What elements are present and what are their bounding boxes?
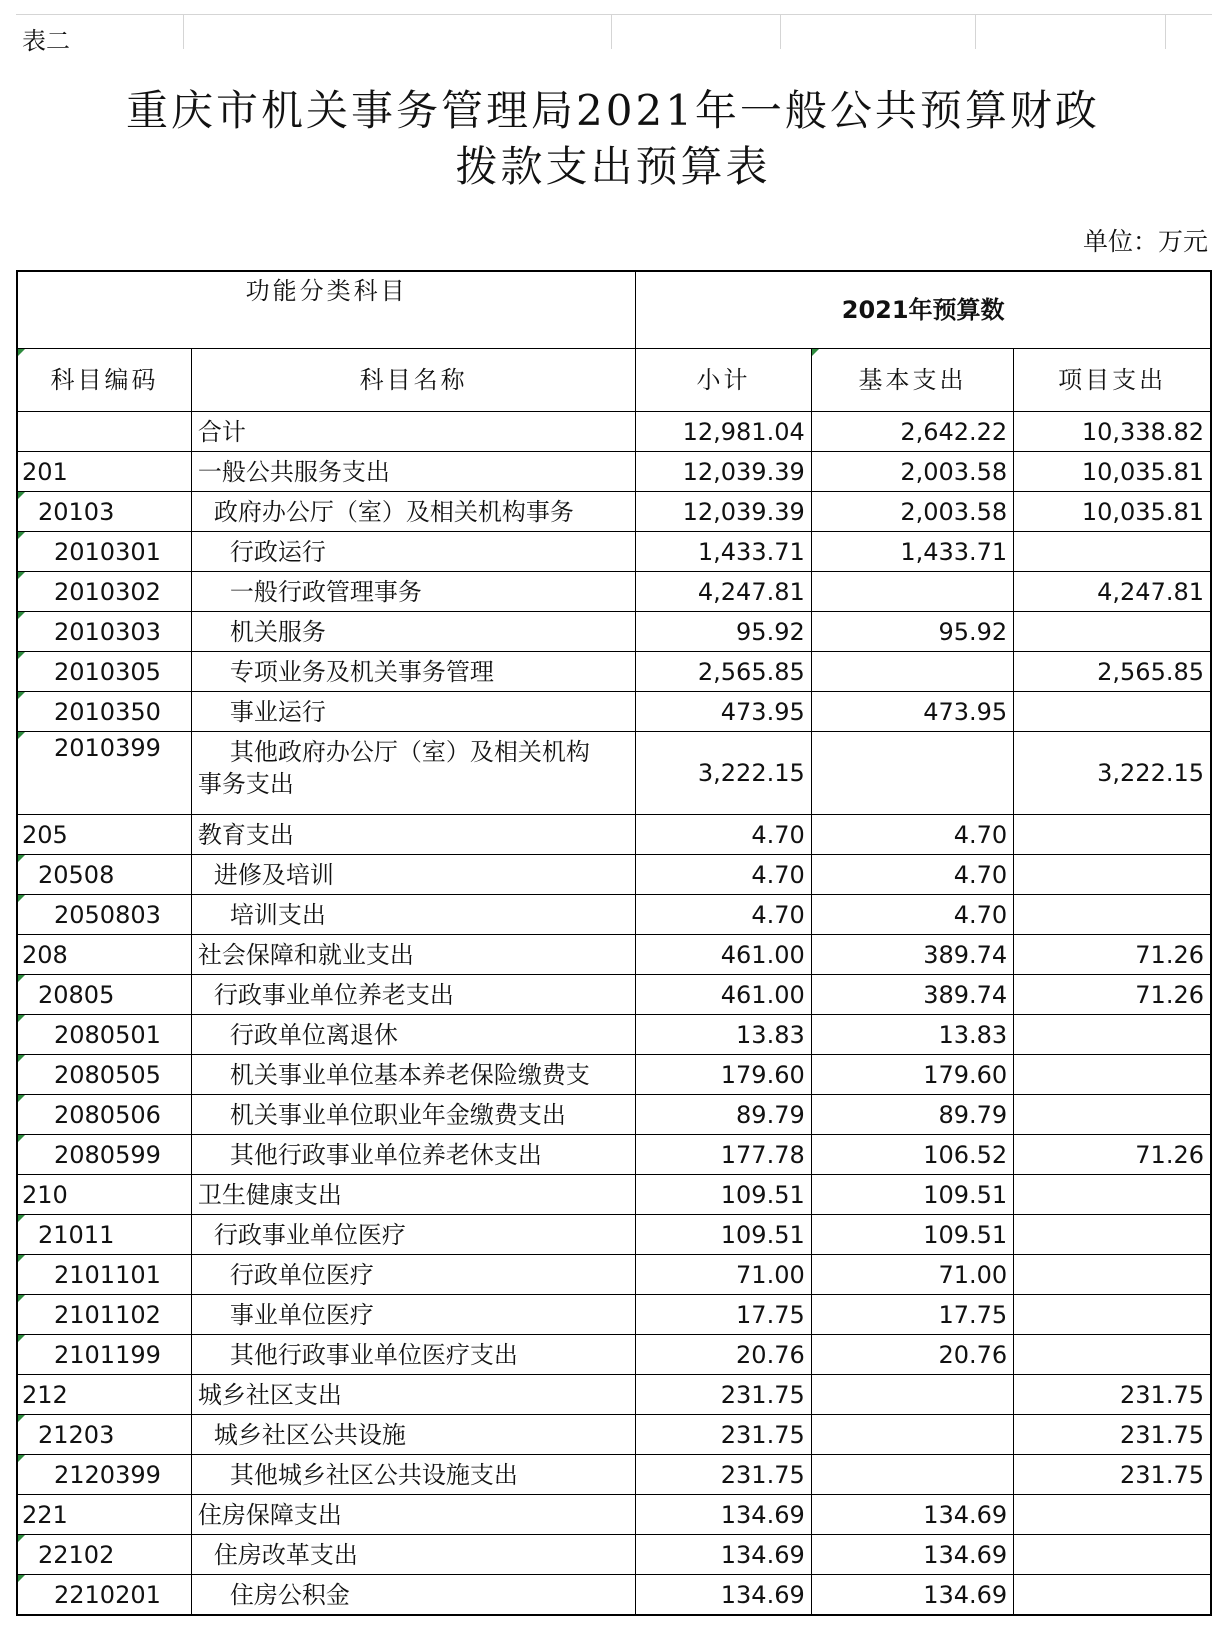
cell-subtotal: 95.92 bbox=[636, 612, 811, 652]
cell-code: 212 bbox=[17, 1375, 191, 1415]
cell-name-line1: 其他政府办公厅（室）及相关机构 bbox=[229, 738, 590, 766]
cell-name: 培训支出 bbox=[191, 895, 635, 935]
cell-subtotal: 231.75 bbox=[636, 1455, 811, 1495]
header-subtotal: 小计 bbox=[636, 349, 811, 412]
cell-code: 20508 bbox=[17, 855, 191, 895]
cell-project bbox=[1014, 895, 1211, 935]
cell-project bbox=[1014, 1175, 1211, 1215]
cell-basic: 13.83 bbox=[811, 1015, 1013, 1055]
cell-code: 2050803 bbox=[17, 895, 191, 935]
cell-name: 城乡社区公共设施 bbox=[191, 1415, 635, 1455]
sheet-top-strip bbox=[16, 14, 1212, 55]
cell-code: 2010399 bbox=[17, 732, 191, 815]
cell-name bbox=[191, 732, 635, 815]
table-row bbox=[17, 692, 1211, 732]
cell-code: 20103 bbox=[17, 492, 191, 532]
table-row bbox=[17, 1375, 1211, 1415]
header-row-2 bbox=[17, 349, 1211, 412]
cell-basic: 4.70 bbox=[811, 815, 1013, 855]
cell-name: 行政事业单位医疗 bbox=[191, 1215, 635, 1255]
cell-name: 进修及培训 bbox=[191, 855, 635, 895]
cell-basic: 389.74 bbox=[811, 975, 1013, 1015]
table-row bbox=[17, 855, 1211, 895]
cell-subtotal: 13.83 bbox=[636, 1015, 811, 1055]
cell-name: 其他城乡社区公共设施支出 bbox=[191, 1455, 635, 1495]
cell-project bbox=[1014, 1335, 1211, 1375]
cell-basic: 106.52 bbox=[811, 1135, 1013, 1175]
cell-project: 10,035.81 bbox=[1014, 452, 1211, 492]
header-basic: 基本支出 bbox=[811, 349, 1013, 412]
cell-code: 208 bbox=[17, 935, 191, 975]
cell-name: 住房保障支出 bbox=[191, 1495, 635, 1535]
table-row bbox=[17, 532, 1211, 572]
cell-subtotal: 20.76 bbox=[636, 1335, 811, 1375]
cell-project: 231.75 bbox=[1014, 1455, 1211, 1495]
cell-name: 行政单位离退休 bbox=[191, 1015, 635, 1055]
cell-name: 一般行政管理事务 bbox=[191, 572, 635, 612]
cell-name: 城乡社区支出 bbox=[191, 1375, 635, 1415]
page-title-line2: 拨款支出预算表 bbox=[455, 142, 771, 191]
cell-subtotal: 134.69 bbox=[636, 1535, 811, 1575]
cell-subtotal: 134.69 bbox=[636, 1495, 811, 1535]
cell-name: 行政运行 bbox=[191, 532, 635, 572]
table-row bbox=[17, 492, 1211, 532]
cell-subtotal: 2,565.85 bbox=[636, 652, 811, 692]
cell-basic: 134.69 bbox=[811, 1535, 1013, 1575]
cell-project bbox=[1014, 855, 1211, 895]
table-row bbox=[17, 1295, 1211, 1335]
cell-subtotal: 4,247.81 bbox=[636, 572, 811, 612]
cell-code: 2010302 bbox=[17, 572, 191, 612]
cell-basic: 95.92 bbox=[811, 612, 1013, 652]
cell-name: 政府办公厅（室）及相关机构事务 bbox=[191, 492, 635, 532]
cell-basic: 389.74 bbox=[811, 935, 1013, 975]
sheet-label: 表二 bbox=[22, 27, 70, 55]
cell-name: 住房公积金 bbox=[191, 1575, 635, 1616]
table-row bbox=[17, 975, 1211, 1015]
table-row bbox=[17, 815, 1211, 855]
table-row bbox=[17, 1415, 1211, 1455]
cell-code: 20805 bbox=[17, 975, 191, 1015]
cell-basic bbox=[811, 652, 1013, 692]
cell-project bbox=[1014, 1575, 1211, 1616]
cell-name: 行政单位医疗 bbox=[191, 1255, 635, 1295]
cell-basic: 71.00 bbox=[811, 1255, 1013, 1295]
cell-name: 一般公共服务支出 bbox=[191, 452, 635, 492]
cell-basic: 134.69 bbox=[811, 1575, 1013, 1616]
cell-subtotal: 4.70 bbox=[636, 895, 811, 935]
cell-project bbox=[1014, 692, 1211, 732]
cell-code: 2010305 bbox=[17, 652, 191, 692]
strip-divider bbox=[975, 15, 976, 49]
cell-name: 事业运行 bbox=[191, 692, 635, 732]
cell-name: 住房改革支出 bbox=[191, 1535, 635, 1575]
cell-name: 卫生健康支出 bbox=[191, 1175, 635, 1215]
cell-subtotal: 71.00 bbox=[636, 1255, 811, 1295]
cell-project: 10,035.81 bbox=[1014, 492, 1211, 532]
cell-subtotal: 134.69 bbox=[636, 1575, 811, 1616]
cell-name-line2: 事务支出 bbox=[197, 770, 294, 798]
cell-name: 合计 bbox=[191, 412, 635, 452]
cell-basic: 109.51 bbox=[811, 1215, 1013, 1255]
cell-project: 4,247.81 bbox=[1014, 572, 1211, 612]
cell-basic bbox=[811, 1415, 1013, 1455]
table-row bbox=[17, 572, 1211, 612]
header-name: 科目名称 bbox=[191, 349, 635, 412]
cell-project bbox=[1014, 1295, 1211, 1335]
cell-project bbox=[1014, 1055, 1211, 1095]
cell-basic: 2,003.58 bbox=[811, 492, 1013, 532]
cell-subtotal: 3,222.15 bbox=[636, 732, 811, 815]
strip-divider bbox=[780, 15, 781, 49]
cell-basic: 109.51 bbox=[811, 1175, 1013, 1215]
table-row bbox=[17, 1055, 1211, 1095]
cell-name: 其他行政事业单位养老休支出 bbox=[191, 1135, 635, 1175]
cell-project bbox=[1014, 815, 1211, 855]
cell-code: 2101101 bbox=[17, 1255, 191, 1295]
table-row bbox=[17, 1255, 1211, 1295]
cell-code: 2080599 bbox=[17, 1135, 191, 1175]
table-row bbox=[17, 1495, 1211, 1535]
cell-code bbox=[17, 412, 191, 452]
strip-divider bbox=[183, 15, 184, 49]
table-row bbox=[17, 1135, 1211, 1175]
cell-basic bbox=[811, 732, 1013, 815]
cell-code: 201 bbox=[17, 452, 191, 492]
cell-basic: 2,642.22 bbox=[811, 412, 1013, 452]
cell-name: 其他行政事业单位医疗支出 bbox=[191, 1335, 635, 1375]
table-row bbox=[17, 1535, 1211, 1575]
cell-subtotal: 109.51 bbox=[636, 1175, 811, 1215]
cell-code: 2010301 bbox=[17, 532, 191, 572]
cell-code: 21203 bbox=[17, 1415, 191, 1455]
cell-project bbox=[1014, 1255, 1211, 1295]
cell-code: 2080506 bbox=[17, 1095, 191, 1135]
table-row bbox=[17, 1455, 1211, 1495]
cell-name: 行政事业单位养老支出 bbox=[191, 975, 635, 1015]
strip-divider bbox=[611, 15, 612, 49]
cell-project: 3,222.15 bbox=[1014, 732, 1211, 815]
table-row bbox=[17, 652, 1211, 692]
table-row bbox=[17, 612, 1211, 652]
cell-name: 专项业务及机关事务管理 bbox=[191, 652, 635, 692]
cell-code: 221 bbox=[17, 1495, 191, 1535]
cell-code: 2101102 bbox=[17, 1295, 191, 1335]
table-row bbox=[17, 1015, 1211, 1055]
cell-project bbox=[1014, 1095, 1211, 1135]
cell-subtotal: 177.78 bbox=[636, 1135, 811, 1175]
cell-basic bbox=[811, 572, 1013, 612]
cell-code: 2210201 bbox=[17, 1575, 191, 1616]
cell-subtotal: 231.75 bbox=[636, 1375, 811, 1415]
cell-project bbox=[1014, 1495, 1211, 1535]
table-row bbox=[17, 935, 1211, 975]
cell-subtotal: 473.95 bbox=[636, 692, 811, 732]
table-row bbox=[17, 1215, 1211, 1255]
header-project: 项目支出 bbox=[1014, 349, 1211, 412]
header-budget-year: 2021年预算数 bbox=[636, 271, 1211, 349]
table-row bbox=[17, 1335, 1211, 1375]
cell-project bbox=[1014, 532, 1211, 572]
cell-basic: 179.60 bbox=[811, 1055, 1013, 1095]
cell-project: 71.26 bbox=[1014, 935, 1211, 975]
cell-basic bbox=[811, 1375, 1013, 1415]
cell-subtotal: 1,433.71 bbox=[636, 532, 811, 572]
cell-basic: 20.76 bbox=[811, 1335, 1013, 1375]
strip-divider bbox=[1165, 15, 1166, 49]
cell-project: 10,338.82 bbox=[1014, 412, 1211, 452]
cell-name: 社会保障和就业支出 bbox=[191, 935, 635, 975]
cell-basic: 2,003.58 bbox=[811, 452, 1013, 492]
cell-project: 231.75 bbox=[1014, 1375, 1211, 1415]
cell-code: 21011 bbox=[17, 1215, 191, 1255]
table-row bbox=[17, 1175, 1211, 1215]
cell-subtotal: 461.00 bbox=[636, 935, 811, 975]
cell-name: 教育支出 bbox=[191, 815, 635, 855]
cell-code: 210 bbox=[17, 1175, 191, 1215]
table-row bbox=[17, 412, 1211, 452]
table-row bbox=[17, 452, 1211, 492]
cell-subtotal: 17.75 bbox=[636, 1295, 811, 1335]
cell-name: 机关事业单位基本养老保险缴费支 bbox=[191, 1055, 635, 1095]
cell-subtotal: 179.60 bbox=[636, 1055, 811, 1095]
cell-subtotal: 4.70 bbox=[636, 815, 811, 855]
cell-code: 2120399 bbox=[17, 1455, 191, 1495]
cell-basic: 89.79 bbox=[811, 1095, 1013, 1135]
cell-name: 机关事业单位职业年金缴费支出 bbox=[191, 1095, 635, 1135]
cell-subtotal: 4.70 bbox=[636, 855, 811, 895]
cell-project: 231.75 bbox=[1014, 1415, 1211, 1455]
cell-subtotal: 461.00 bbox=[636, 975, 811, 1015]
cell-basic: 473.95 bbox=[811, 692, 1013, 732]
cell-basic: 1,433.71 bbox=[811, 532, 1013, 572]
cell-subtotal: 12,981.04 bbox=[636, 412, 811, 452]
cell-project: 71.26 bbox=[1014, 1135, 1211, 1175]
page-title-line1: 重庆市机关事务管理局2021年一般公共预算财政 bbox=[126, 86, 1100, 135]
cell-basic: 4.70 bbox=[811, 895, 1013, 935]
header-row-1 bbox=[17, 271, 1211, 349]
header-code: 科目编码 bbox=[17, 349, 191, 412]
table-row bbox=[17, 1095, 1211, 1135]
cell-subtotal: 231.75 bbox=[636, 1415, 811, 1455]
cell-subtotal: 12,039.39 bbox=[636, 492, 811, 532]
cell-subtotal: 12,039.39 bbox=[636, 452, 811, 492]
cell-project: 71.26 bbox=[1014, 975, 1211, 1015]
header-func-category: 功能分类科目 bbox=[17, 271, 636, 349]
table-row bbox=[17, 1575, 1211, 1616]
table-row bbox=[17, 732, 1211, 815]
table-row bbox=[17, 895, 1211, 935]
cell-code: 2010303 bbox=[17, 612, 191, 652]
cell-code: 22102 bbox=[17, 1535, 191, 1575]
cell-code: 2080501 bbox=[17, 1015, 191, 1055]
cell-basic bbox=[811, 1455, 1013, 1495]
cell-subtotal: 109.51 bbox=[636, 1215, 811, 1255]
budget-table bbox=[16, 270, 1212, 1616]
unit-label: 单位：万元 bbox=[1082, 227, 1208, 256]
cell-project bbox=[1014, 1535, 1211, 1575]
cell-project bbox=[1014, 612, 1211, 652]
cell-basic: 4.70 bbox=[811, 855, 1013, 895]
cell-basic: 134.69 bbox=[811, 1495, 1013, 1535]
cell-project bbox=[1014, 1015, 1211, 1055]
cell-code: 2101199 bbox=[17, 1335, 191, 1375]
cell-name: 事业单位医疗 bbox=[191, 1295, 635, 1335]
cell-project bbox=[1014, 1215, 1211, 1255]
cell-code: 205 bbox=[17, 815, 191, 855]
cell-basic: 17.75 bbox=[811, 1295, 1013, 1335]
cell-subtotal: 89.79 bbox=[636, 1095, 811, 1135]
cell-project: 2,565.85 bbox=[1014, 652, 1211, 692]
cell-code: 2010350 bbox=[17, 692, 191, 732]
cell-name: 机关服务 bbox=[191, 612, 635, 652]
cell-code: 2080505 bbox=[17, 1055, 191, 1095]
